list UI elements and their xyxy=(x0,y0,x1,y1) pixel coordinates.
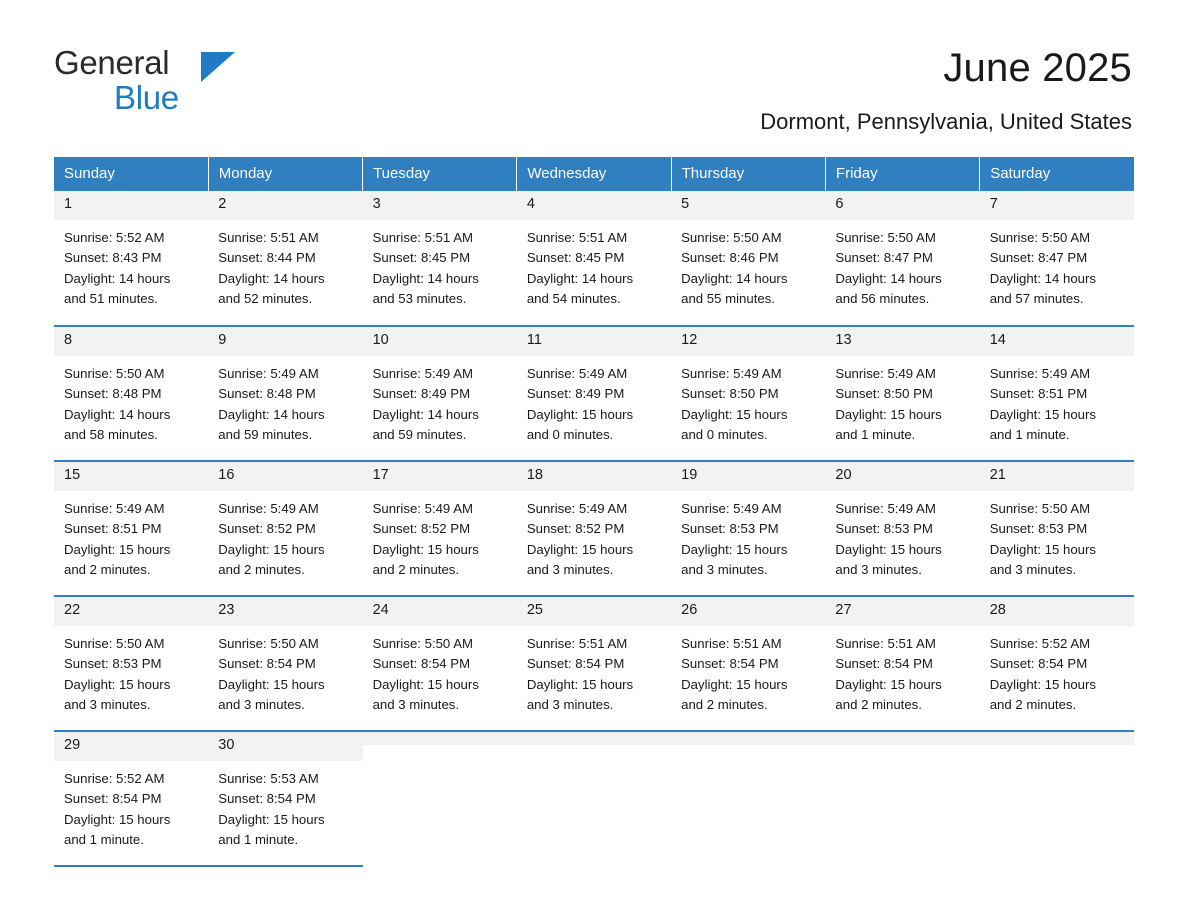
day-cell[interactable] xyxy=(980,326,1134,461)
day-number: 9 xyxy=(208,327,362,356)
daylight-text-line1: Daylight: 14 hours xyxy=(526,270,634,286)
day-cell[interactable] xyxy=(825,461,979,596)
daylight-text-line2: and 1 minute. xyxy=(835,426,916,442)
sunrise-text: Sunrise: 5:50 AM xyxy=(989,500,1091,516)
sunrise-text: Sunrise: 5:49 AM xyxy=(526,365,628,381)
daylight-text-line1: Daylight: 14 hours xyxy=(218,270,325,286)
day-number: 1 xyxy=(54,191,208,220)
weekday-header-friday: Friday xyxy=(825,157,979,191)
daylight-text-line2: and 3 minutes. xyxy=(64,696,151,712)
daylight-text-line2: and 55 minutes. xyxy=(681,290,775,306)
daylight-text-line2: and 59 minutes. xyxy=(372,426,467,442)
day-details xyxy=(980,491,1134,580)
daylight-text-line1: Daylight: 15 hours xyxy=(835,541,942,557)
sunrise-text: Sunrise: 5:49 AM xyxy=(835,365,936,381)
day-cell[interactable] xyxy=(208,326,362,461)
daylight-text-line2: and 2 minutes. xyxy=(835,696,922,712)
page-header xyxy=(0,0,1188,135)
day-number: 13 xyxy=(825,327,979,356)
sunrise-text: Sunrise: 5:49 AM xyxy=(372,365,473,381)
daylight-text-line1: Daylight: 15 hours xyxy=(64,676,171,692)
sunrise-text: Sunrise: 5:52 AM xyxy=(64,229,165,245)
day-details xyxy=(825,356,979,445)
day-details xyxy=(671,491,825,580)
day-number: 21 xyxy=(980,462,1134,491)
sunrise-text: Sunrise: 5:50 AM xyxy=(835,229,936,245)
sunset-text: Sunset: 8:48 PM xyxy=(64,386,162,402)
day-number: 27 xyxy=(825,597,979,626)
day-details xyxy=(208,220,362,309)
sunrise-text: Sunrise: 5:51 AM xyxy=(526,229,628,245)
day-cell[interactable] xyxy=(825,326,979,461)
day-cell[interactable] xyxy=(825,596,979,731)
weekday-header-monday: Monday xyxy=(208,157,362,191)
daylight-text-line1: Daylight: 15 hours xyxy=(681,406,788,422)
day-cell[interactable] xyxy=(671,326,825,461)
sunset-text: Sunset: 8:45 PM xyxy=(372,250,471,266)
sunset-text: Sunset: 8:50 PM xyxy=(681,386,779,402)
daylight-text-line1: Daylight: 15 hours xyxy=(526,676,634,692)
day-details xyxy=(980,626,1134,715)
day-number: 14 xyxy=(980,327,1134,356)
sunset-text: Sunset: 8:46 PM xyxy=(681,250,779,266)
triangle-icon xyxy=(201,52,235,82)
day-details xyxy=(208,761,362,850)
daylight-text-line1: Daylight: 15 hours xyxy=(681,676,788,692)
sunset-text: Sunset: 8:52 PM xyxy=(372,521,471,537)
daylight-text-line2: and 2 minutes. xyxy=(218,561,305,577)
day-number: 15 xyxy=(54,462,208,491)
day-number: 23 xyxy=(208,597,362,626)
day-number: 22 xyxy=(54,597,208,626)
daylight-text-line2: and 58 minutes. xyxy=(64,426,158,442)
daylight-text-line1: Daylight: 15 hours xyxy=(372,676,479,692)
calendar-week-row xyxy=(54,461,1134,596)
day-cell[interactable] xyxy=(671,191,825,326)
daylight-text-line2: and 1 minute. xyxy=(989,426,1070,442)
daylight-text-line1: Daylight: 15 hours xyxy=(218,811,325,827)
daylight-text-line2: and 2 minutes. xyxy=(681,696,768,712)
sunset-text: Sunset: 8:52 PM xyxy=(526,521,625,537)
daylight-text-line1: Daylight: 15 hours xyxy=(372,541,479,557)
day-number: 20 xyxy=(825,462,979,491)
sunset-text: Sunset: 8:49 PM xyxy=(526,386,625,402)
sunset-text: Sunset: 8:51 PM xyxy=(64,521,162,537)
day-number: 18 xyxy=(517,462,671,491)
day-number: 8 xyxy=(54,327,208,356)
sunrise-text: Sunrise: 5:51 AM xyxy=(835,635,936,651)
daylight-text-line2: and 59 minutes. xyxy=(218,426,313,442)
day-cell[interactable] xyxy=(517,596,671,731)
title-block xyxy=(760,46,1134,135)
day-cell[interactable] xyxy=(980,191,1134,326)
day-number: 3 xyxy=(363,191,517,220)
day-cell[interactable] xyxy=(54,461,208,596)
daylight-text-line1: Daylight: 15 hours xyxy=(681,541,788,557)
sunset-text: Sunset: 8:47 PM xyxy=(989,250,1088,266)
daylight-text-line2: and 2 minutes. xyxy=(64,561,151,577)
sunrise-text: Sunrise: 5:49 AM xyxy=(681,365,782,381)
sunrise-text: Sunrise: 5:49 AM xyxy=(989,365,1091,381)
daylight-text-line1: Daylight: 15 hours xyxy=(526,541,634,557)
day-cell[interactable] xyxy=(363,191,517,326)
calendar-week-row xyxy=(54,326,1134,461)
day-details xyxy=(825,491,979,580)
sunset-text: Sunset: 8:54 PM xyxy=(989,656,1088,672)
daylight-text-line2: and 3 minutes. xyxy=(372,696,460,712)
daylight-text-line1: Daylight: 15 hours xyxy=(526,406,634,422)
calendar-week-row xyxy=(54,191,1134,326)
day-number: 16 xyxy=(208,462,362,491)
daylight-text-line1: Daylight: 14 hours xyxy=(64,270,171,286)
daylight-text-line1: Daylight: 15 hours xyxy=(835,676,942,692)
daylight-text-line1: Daylight: 14 hours xyxy=(372,406,479,422)
day-cell[interactable] xyxy=(363,461,517,596)
day-cell[interactable] xyxy=(980,461,1134,596)
day-details xyxy=(517,220,671,309)
daylight-text-line1: Daylight: 14 hours xyxy=(835,270,942,286)
day-details xyxy=(671,356,825,445)
day-details xyxy=(208,626,362,715)
day-number: 17 xyxy=(363,462,517,491)
day-details xyxy=(671,626,825,715)
sunrise-text: Sunrise: 5:52 AM xyxy=(989,635,1091,651)
day-number: 10 xyxy=(363,327,517,356)
day-details xyxy=(54,220,208,309)
day-cell-empty xyxy=(980,731,1134,866)
sunset-text: Sunset: 8:53 PM xyxy=(989,521,1088,537)
day-number: 6 xyxy=(825,191,979,220)
weekday-header-tuesday: Tuesday xyxy=(363,157,517,191)
daylight-text-line2: and 56 minutes. xyxy=(835,290,930,306)
sunrise-text: Sunrise: 5:53 AM xyxy=(218,770,319,786)
daylight-text-line1: Daylight: 15 hours xyxy=(989,676,1096,692)
day-number: 30 xyxy=(208,732,362,761)
sunset-text: Sunset: 8:54 PM xyxy=(218,656,316,672)
day-details xyxy=(54,356,208,445)
daylight-text-line2: and 0 minutes. xyxy=(681,426,768,442)
day-details xyxy=(54,491,208,580)
sunrise-text: Sunrise: 5:49 AM xyxy=(835,500,936,516)
day-cell-empty xyxy=(825,731,979,866)
day-number: 2 xyxy=(208,191,362,220)
location-subtitle: Dormont, Pennsylvania, United States xyxy=(760,109,1132,134)
day-details xyxy=(671,220,825,309)
daylight-text-line2: and 3 minutes. xyxy=(989,561,1077,577)
day-cell[interactable] xyxy=(54,191,208,326)
day-details xyxy=(980,220,1134,309)
daylight-text-line2: and 1 minute. xyxy=(64,831,144,847)
sunset-text: Sunset: 8:43 PM xyxy=(64,250,162,266)
day-number: 25 xyxy=(517,597,671,626)
sunset-text: Sunset: 8:49 PM xyxy=(372,386,471,402)
day-cell-empty xyxy=(517,731,671,866)
page-title: June 2025 xyxy=(943,46,1132,90)
weekday-header-saturday: Saturday xyxy=(980,157,1134,191)
day-details xyxy=(825,220,979,309)
sunrise-text: Sunrise: 5:49 AM xyxy=(64,500,165,516)
day-cell-empty xyxy=(363,731,517,866)
daylight-text-line2: and 3 minutes. xyxy=(526,696,614,712)
day-cell[interactable] xyxy=(208,596,362,731)
day-details xyxy=(980,356,1134,445)
sunrise-text: Sunrise: 5:50 AM xyxy=(218,635,319,651)
sunrise-text: Sunrise: 5:49 AM xyxy=(372,500,473,516)
day-cell[interactable] xyxy=(363,596,517,731)
day-cell[interactable] xyxy=(517,326,671,461)
logo-text-blue: Blue xyxy=(114,79,179,116)
sunset-text: Sunset: 8:50 PM xyxy=(835,386,933,402)
day-details xyxy=(363,626,517,715)
day-details xyxy=(517,356,671,445)
sunrise-text: Sunrise: 5:49 AM xyxy=(681,500,782,516)
day-details xyxy=(517,626,671,715)
daylight-text-line2: and 57 minutes. xyxy=(989,290,1084,306)
sunrise-text: Sunrise: 5:51 AM xyxy=(372,229,473,245)
daylight-text-line1: Daylight: 14 hours xyxy=(681,270,788,286)
sunrise-text: Sunrise: 5:49 AM xyxy=(218,500,319,516)
sunset-text: Sunset: 8:54 PM xyxy=(681,656,779,672)
day-cell[interactable] xyxy=(208,191,362,326)
daylight-text-line1: Daylight: 15 hours xyxy=(64,811,171,827)
daylight-text-line2: and 53 minutes. xyxy=(372,290,467,306)
sunset-text: Sunset: 8:45 PM xyxy=(526,250,625,266)
day-number xyxy=(671,732,825,745)
sunrise-text: Sunrise: 5:50 AM xyxy=(64,365,165,381)
day-cell[interactable] xyxy=(208,731,362,866)
daylight-text-line2: and 0 minutes. xyxy=(526,426,614,442)
day-cell[interactable] xyxy=(517,191,671,326)
day-cell[interactable] xyxy=(208,461,362,596)
day-number xyxy=(825,732,979,745)
day-cell[interactable] xyxy=(671,461,825,596)
calendar-week-row xyxy=(54,596,1134,731)
daylight-text-line1: Daylight: 14 hours xyxy=(64,406,171,422)
daylight-text-line1: Daylight: 14 hours xyxy=(372,270,479,286)
sunset-text: Sunset: 8:52 PM xyxy=(218,521,316,537)
day-number: 5 xyxy=(671,191,825,220)
daylight-text-line1: Daylight: 14 hours xyxy=(218,406,325,422)
day-details xyxy=(54,761,208,850)
sunrise-text: Sunrise: 5:50 AM xyxy=(681,229,782,245)
day-cell[interactable] xyxy=(671,596,825,731)
sunrise-text: Sunrise: 5:51 AM xyxy=(526,635,628,651)
daylight-text-line1: Daylight: 15 hours xyxy=(835,406,942,422)
sunset-text: Sunset: 8:54 PM xyxy=(835,656,933,672)
daylight-text-line2: and 2 minutes. xyxy=(372,561,460,577)
daylight-text-line1: Daylight: 15 hours xyxy=(218,541,325,557)
sunrise-text: Sunrise: 5:49 AM xyxy=(526,500,628,516)
day-number: 28 xyxy=(980,597,1134,626)
sunset-text: Sunset: 8:54 PM xyxy=(372,656,471,672)
daylight-text-line2: and 3 minutes. xyxy=(526,561,614,577)
sunset-text: Sunset: 8:53 PM xyxy=(681,521,779,537)
weekday-header-row xyxy=(54,157,1134,191)
day-details xyxy=(208,491,362,580)
daylight-text-line2: and 3 minutes. xyxy=(681,561,768,577)
sunset-text: Sunset: 8:51 PM xyxy=(989,386,1088,402)
calendar-week-row xyxy=(54,731,1134,866)
calendar-table xyxy=(54,157,1134,867)
day-cell[interactable] xyxy=(54,596,208,731)
day-cell[interactable] xyxy=(517,461,671,596)
day-details xyxy=(825,626,979,715)
day-number: 4 xyxy=(517,191,671,220)
daylight-text-line2: and 1 minute. xyxy=(218,831,299,847)
sunset-text: Sunset: 8:53 PM xyxy=(835,521,933,537)
weekday-header-sunday: Sunday xyxy=(54,157,208,191)
daylight-text-line2: and 2 minutes. xyxy=(989,696,1077,712)
sunset-text: Sunset: 8:54 PM xyxy=(64,791,162,807)
day-number: 26 xyxy=(671,597,825,626)
day-cell[interactable] xyxy=(825,191,979,326)
daylight-text-line2: and 3 minutes. xyxy=(835,561,922,577)
generalblue-logo[interactable] xyxy=(54,46,244,114)
day-number: 19 xyxy=(671,462,825,491)
daylight-text-line1: Daylight: 15 hours xyxy=(218,676,325,692)
sunrise-text: Sunrise: 5:51 AM xyxy=(218,229,319,245)
day-details xyxy=(363,491,517,580)
day-number xyxy=(980,732,1134,745)
sunset-text: Sunset: 8:48 PM xyxy=(218,386,316,402)
daylight-text-line1: Daylight: 14 hours xyxy=(989,270,1096,286)
daylight-text-line2: and 54 minutes. xyxy=(526,290,621,306)
daylight-text-line2: and 52 minutes. xyxy=(218,290,313,306)
day-details xyxy=(363,220,517,309)
day-number xyxy=(363,732,517,745)
weekday-header-wednesday: Wednesday xyxy=(517,157,671,191)
daylight-text-line1: Daylight: 15 hours xyxy=(989,406,1096,422)
calendar-body xyxy=(54,191,1134,866)
day-cell[interactable] xyxy=(363,326,517,461)
day-number: 29 xyxy=(54,732,208,761)
sunrise-text: Sunrise: 5:49 AM xyxy=(218,365,319,381)
day-number xyxy=(517,732,671,745)
day-number: 11 xyxy=(517,327,671,356)
day-cell[interactable] xyxy=(54,731,208,866)
sunset-text: Sunset: 8:54 PM xyxy=(218,791,316,807)
daylight-text-line2: and 3 minutes. xyxy=(218,696,305,712)
sunrise-text: Sunrise: 5:50 AM xyxy=(989,229,1091,245)
day-details xyxy=(54,626,208,715)
day-cell-empty xyxy=(671,731,825,866)
sunrise-text: Sunrise: 5:51 AM xyxy=(681,635,782,651)
day-cell[interactable] xyxy=(54,326,208,461)
logo-text-general: General xyxy=(54,44,170,81)
sunset-text: Sunset: 8:53 PM xyxy=(64,656,162,672)
day-cell[interactable] xyxy=(980,596,1134,731)
sunset-text: Sunset: 8:44 PM xyxy=(218,250,316,266)
sunrise-text: Sunrise: 5:50 AM xyxy=(372,635,473,651)
day-details xyxy=(517,491,671,580)
day-number: 24 xyxy=(363,597,517,626)
sunset-text: Sunset: 8:47 PM xyxy=(835,250,933,266)
day-details xyxy=(208,356,362,445)
sunset-text: Sunset: 8:54 PM xyxy=(526,656,625,672)
daylight-text-line1: Daylight: 15 hours xyxy=(989,541,1096,557)
day-number: 12 xyxy=(671,327,825,356)
sunrise-text: Sunrise: 5:50 AM xyxy=(64,635,165,651)
weekday-header-thursday: Thursday xyxy=(671,157,825,191)
sunrise-text: Sunrise: 5:52 AM xyxy=(64,770,165,786)
day-number: 7 xyxy=(980,191,1134,220)
day-details xyxy=(363,356,517,445)
daylight-text-line1: Daylight: 15 hours xyxy=(64,541,171,557)
daylight-text-line2: and 51 minutes. xyxy=(64,290,158,306)
